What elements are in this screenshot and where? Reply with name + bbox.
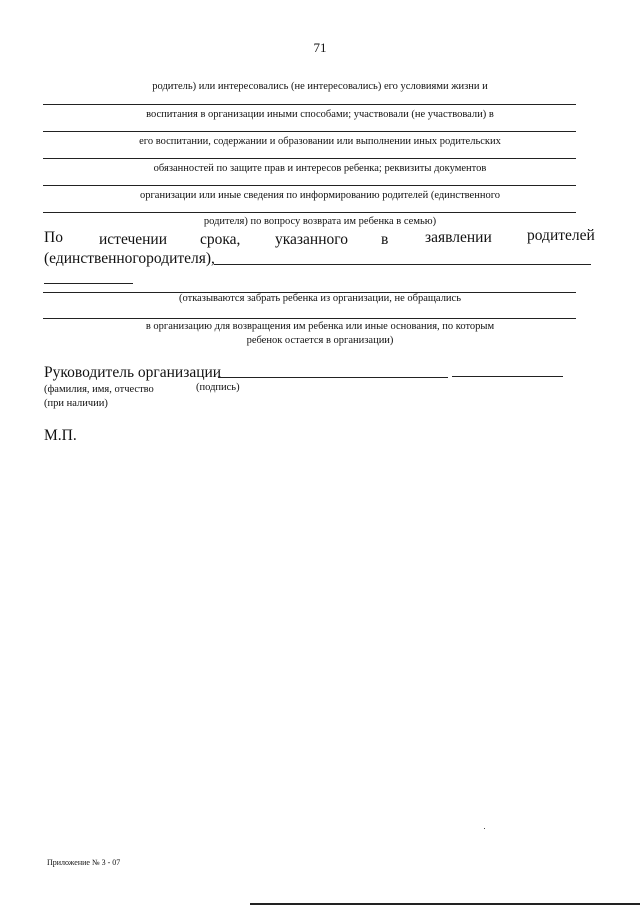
form-rule	[43, 185, 576, 186]
page-number: 71	[313, 40, 327, 55]
signature-sign-rule	[452, 376, 563, 377]
reasons-caption-1: в организацию для возвращения им ребенка или иные основания, по которым	[145, 321, 495, 332]
reasons-rule	[43, 318, 576, 319]
name-caption-2: (при наличии)	[44, 398, 108, 409]
form-rule	[43, 212, 576, 213]
form-line-6: родителя) по вопросу возврата им ребенка в семью)	[203, 216, 437, 227]
form-line-1: родитель) или интересовались (не интересовались) его условиями жизни и	[152, 81, 488, 92]
statement-word: заявлении	[425, 229, 492, 246]
statement-fill-rule	[214, 264, 591, 265]
statement-word: в	[381, 231, 389, 248]
statement-line-2: (единственногородителя),	[44, 250, 215, 267]
form-rule	[43, 104, 576, 105]
name-caption: (фамилия, имя, отчество	[44, 384, 154, 395]
form-rule	[43, 131, 576, 132]
statement-word: истечении	[99, 231, 168, 248]
footer-note: Приложение № 3 - 07	[47, 858, 121, 867]
sign-caption: (подпись)	[196, 382, 240, 393]
refusal-caption: (отказываются забрать ребенка из организации, не обращались	[179, 293, 461, 304]
form-line-2: воспитания в организации иными способами; участвовали (не участвовали) в	[146, 109, 494, 120]
statement-word: указанного	[275, 231, 348, 248]
reasons-caption-2: ребенок остается в организации)	[246, 335, 394, 346]
form-line-5: организации или иные сведения по информированию родителей (единственного	[139, 190, 501, 201]
signature-label: Руководитель организации	[44, 364, 222, 381]
statement-word: По	[44, 229, 63, 246]
stamp-label: М.П.	[44, 427, 77, 444]
form-rule	[43, 158, 576, 159]
scan-speck	[484, 828, 485, 829]
statement-fill-rule	[44, 283, 133, 284]
form-line-4: обязанностей по защите прав и интересов ребенка; реквизиты документов	[153, 163, 487, 174]
statement-word: срока,	[200, 231, 241, 248]
form-line-3: его воспитании, содержании и образовании или выполнении иных родительских	[139, 136, 501, 147]
signature-name-rule	[218, 377, 448, 378]
statement-word: родителей	[527, 227, 595, 244]
